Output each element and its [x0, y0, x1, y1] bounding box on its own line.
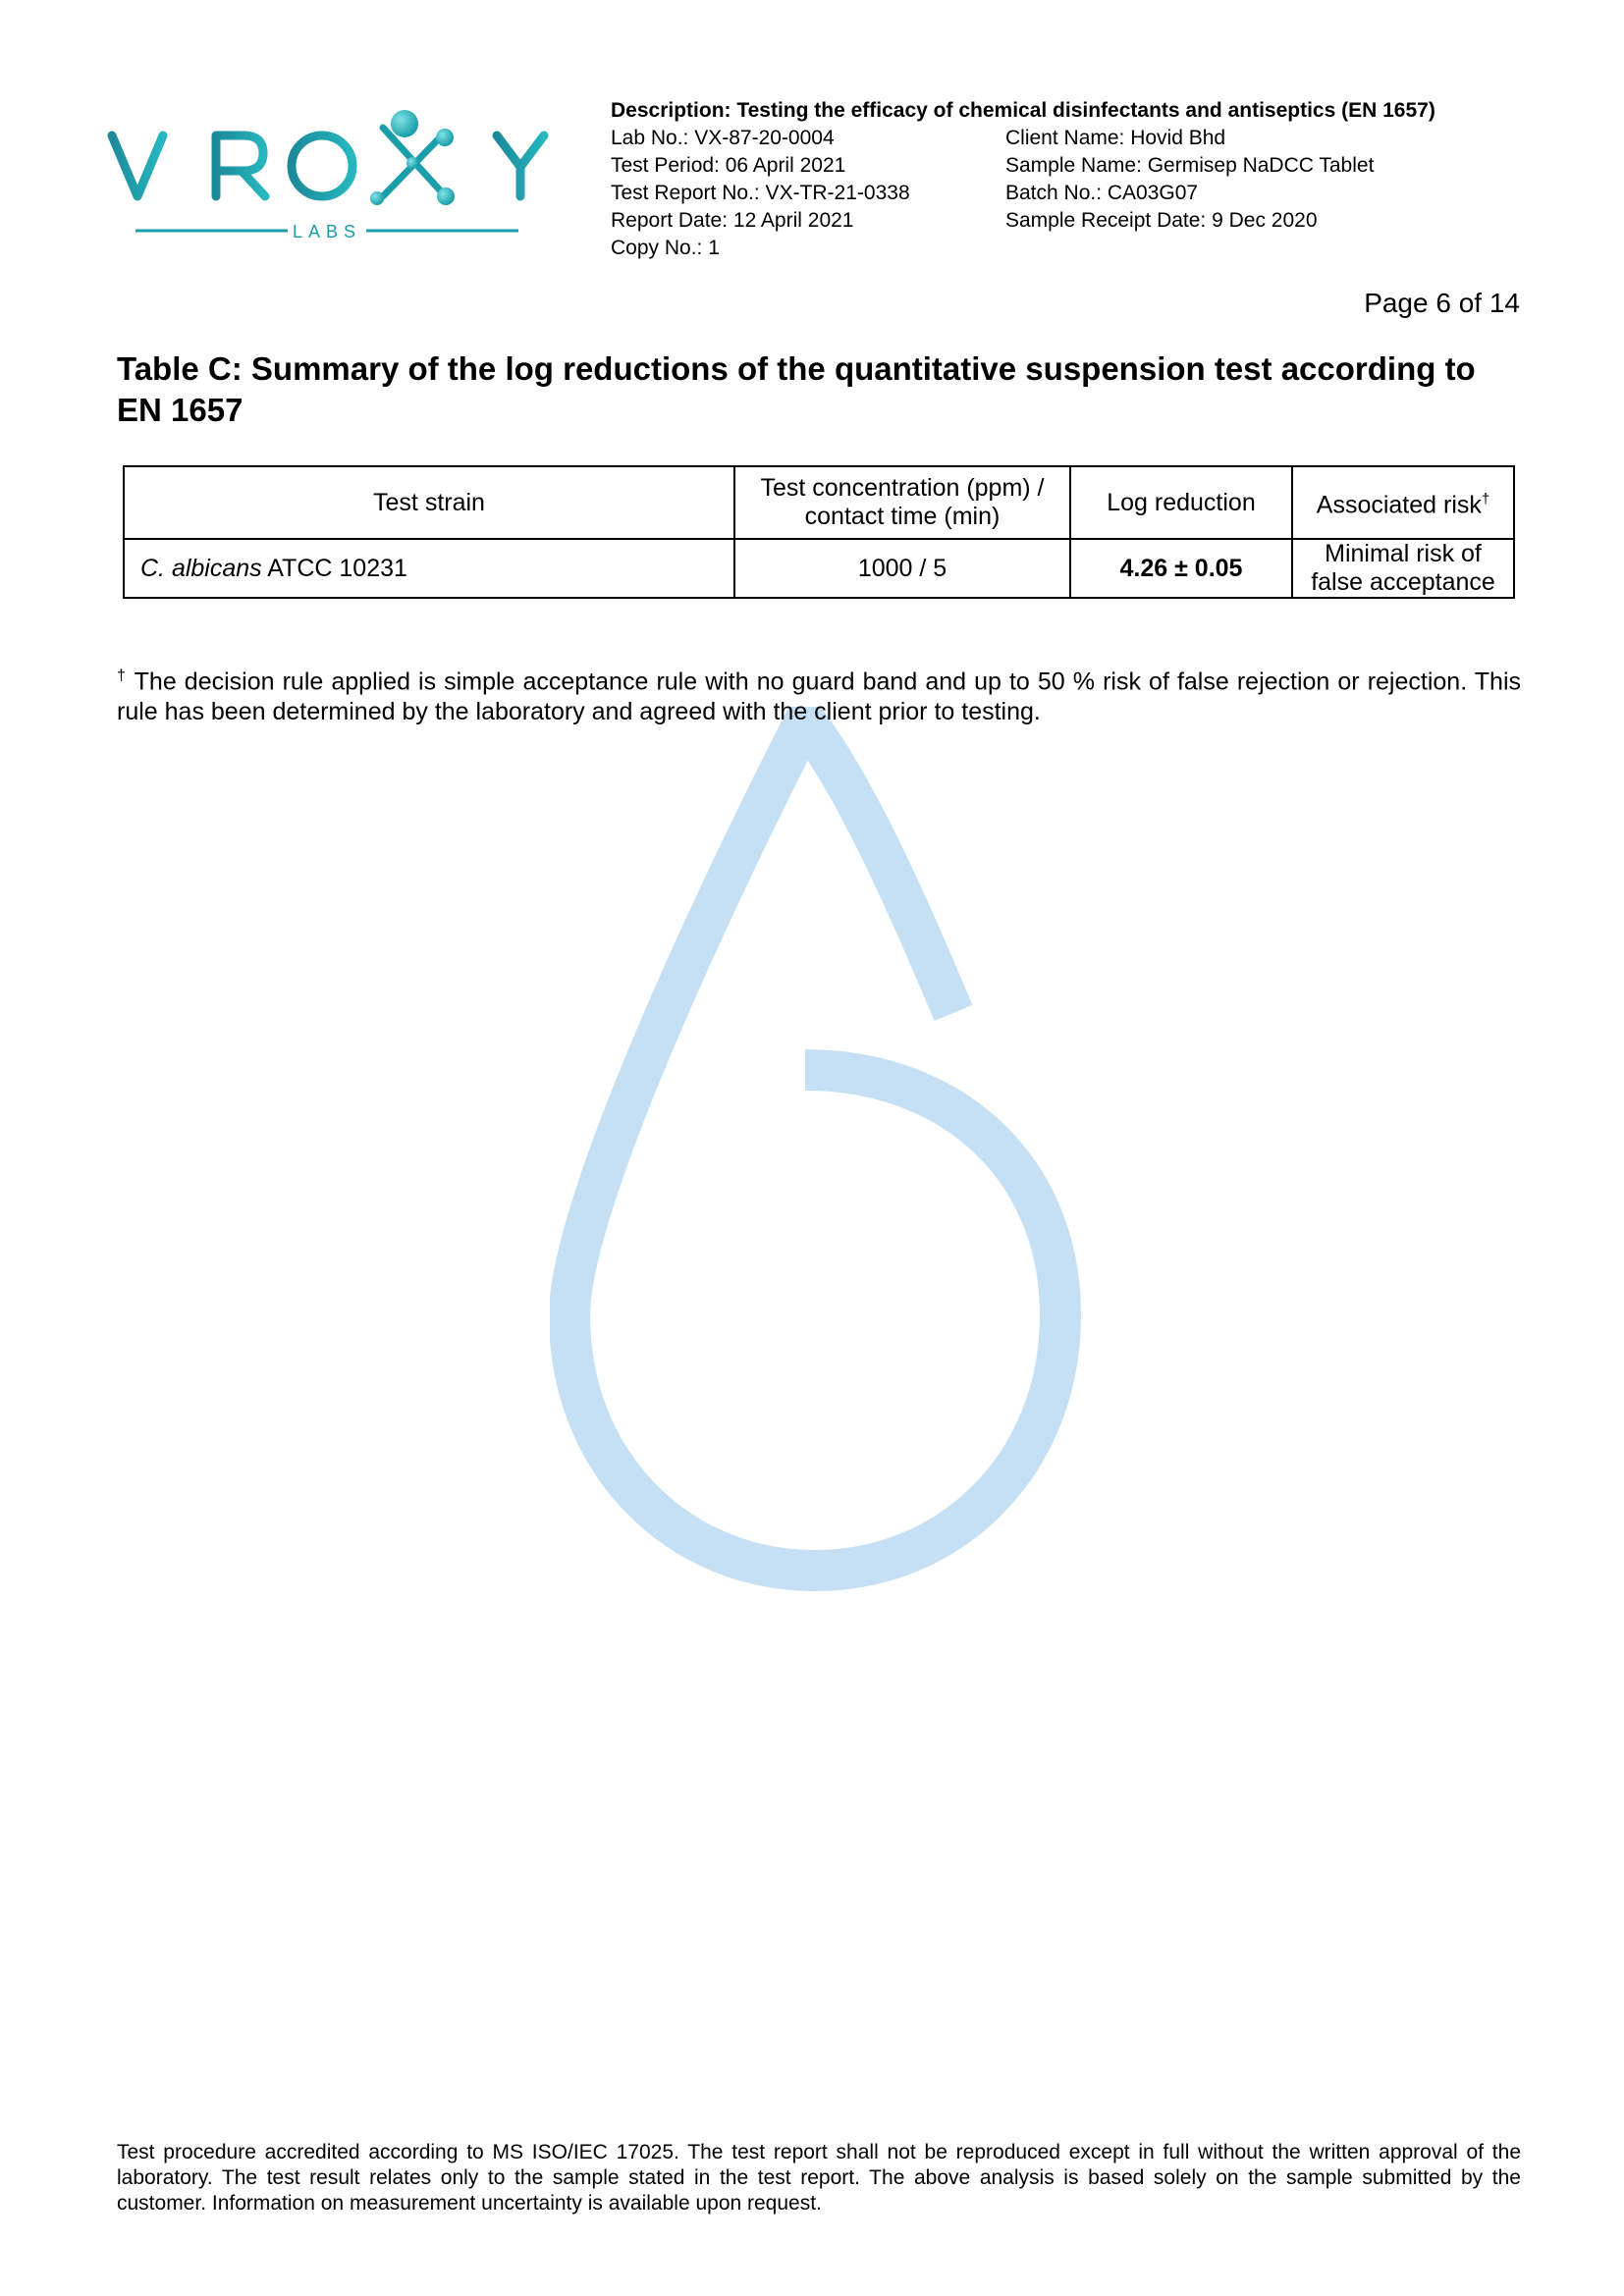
risk-line1: Minimal risk of	[1325, 540, 1482, 567]
report-header	[611, 97, 1534, 262]
report-date: Report Date: 12 April 2021	[611, 209, 854, 232]
log-reduction-table	[123, 465, 1515, 599]
decision-rule-footnote	[117, 661, 1521, 727]
cell-log-reduction: 4.26 ± 0.05	[1070, 539, 1292, 598]
header-test-concentration	[734, 466, 1070, 539]
table-row	[124, 539, 1514, 598]
header-log-reduction: Log reduction	[1070, 466, 1292, 539]
report-description: Description: Testing the efficacy of chemical disinfectants and antiseptics (EN 1657)	[611, 99, 1435, 122]
table-header-row	[124, 466, 1514, 539]
test-report-number: Test Report No.: VX-TR-21-0338	[611, 182, 910, 204]
risk-line2: false acceptance	[1311, 568, 1495, 596]
test-period: Test Period: 06 April 2021	[611, 154, 846, 177]
viroxy-labs-logo	[106, 102, 558, 249]
cell-associated-risk	[1292, 539, 1514, 598]
header-risk-label: Associated risk	[1316, 491, 1482, 519]
footnote-dagger: †	[117, 667, 128, 684]
lab-number: Lab No.: VX-87-20-0004	[611, 127, 835, 149]
table-title: Table C: Summary of the log reductions of the quantitative suspension test according to EN 1657	[117, 350, 1476, 428]
header-conc-line1: Test concentration (ppm) /	[760, 474, 1045, 502]
cell-concentration-time: 1000 / 5	[734, 539, 1070, 598]
page-number: Page 6 of 14	[1364, 288, 1520, 318]
footnote-text: The decision rule applied is simple acceptance rule with no guard band and up to 50 % risk of false rejection or rejection. This rule has been determined by the laboratory and agreed with the client prior to testing.	[117, 667, 1521, 726]
client-name: Client Name: Hovid Bhd	[1005, 127, 1226, 149]
dagger-mark: †	[1481, 491, 1490, 508]
sample-name: Sample Name: Germisep NaDCC Tablet	[1005, 154, 1375, 177]
header-test-strain: Test strain	[124, 466, 734, 539]
cell-test-strain	[124, 539, 734, 598]
strain-species: C. albicans	[140, 554, 262, 582]
batch-number: Batch No.: CA03G07	[1005, 182, 1199, 204]
water-drop-icon	[550, 707, 1100, 1600]
copy-number: Copy No.: 1	[611, 237, 720, 259]
sample-receipt-date: Sample Receipt Date: 9 Dec 2020	[1005, 209, 1318, 232]
report-meta-grid	[611, 125, 1534, 262]
accreditation-footer: Test procedure accredited according to MS ISO/IEC 17025. The test report shall not be reproduced except in full without the written approval of the laboratory. The test result relates only to the sample stated in the test report. The above analysis is based solely on the sample submitted by the customer. Information on measurement uncertainty is available upon request.	[117, 2141, 1521, 2215]
strain-id: ATCC 10231	[261, 554, 407, 582]
header-associated-risk	[1292, 466, 1514, 539]
logo-labs-text: LABS	[292, 222, 362, 241]
header-conc-line2: contact time (min)	[804, 503, 1001, 530]
